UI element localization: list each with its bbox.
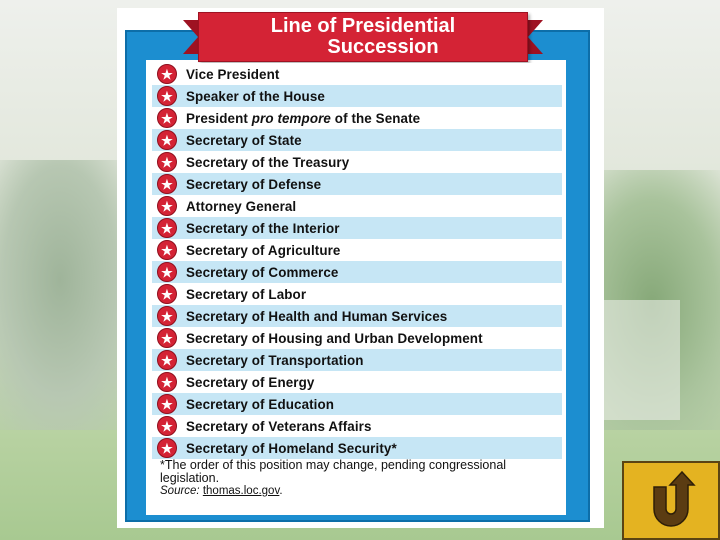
office-label: Secretary of Veterans Affairs <box>186 418 372 434</box>
banner-fold-left <box>183 20 198 54</box>
star-icon: ★ <box>157 196 177 216</box>
star-icon: ★ <box>157 438 177 458</box>
u-turn-back-arrow-icon <box>640 469 702 533</box>
office-label: Secretary of the Interior <box>186 220 340 236</box>
star-icon: ★ <box>157 284 177 304</box>
office-label: Secretary of Education <box>186 396 335 412</box>
list-item <box>152 63 562 85</box>
star-icon: ★ <box>157 152 177 172</box>
office-label: Secretary of Commerce <box>186 264 339 280</box>
list-item <box>152 173 562 195</box>
list-item <box>152 107 562 129</box>
star-icon: ★ <box>157 372 177 392</box>
office-label: Secretary of the Treasury <box>186 154 350 170</box>
title-banner <box>198 12 528 62</box>
office-label: Secretary of Labor <box>186 286 307 302</box>
office-label: Secretary of Homeland Security* <box>186 440 397 456</box>
star-icon: ★ <box>157 64 177 84</box>
star-icon: ★ <box>157 174 177 194</box>
source-label: Source: <box>160 485 200 497</box>
star-icon: ★ <box>157 306 177 326</box>
office-label: Vice President <box>186 66 280 82</box>
office-label: Secretary of Transportation <box>186 352 364 368</box>
list-item <box>152 327 562 349</box>
list-item <box>152 129 562 151</box>
star-icon: ★ <box>157 262 177 282</box>
office-label: Secretary of Health and Human Services <box>186 308 448 324</box>
title-line-1: Line of Presidential <box>270 15 456 37</box>
list-item <box>152 151 562 173</box>
source-link[interactable]: thomas.loc.gov <box>202 485 280 497</box>
list-item <box>152 217 562 239</box>
star-icon: ★ <box>157 416 177 436</box>
office-label: Secretary of Housing and Urban Development <box>186 330 483 346</box>
star-icon: ★ <box>157 394 177 414</box>
star-icon: ★ <box>157 218 177 238</box>
title-line-2: Succession <box>327 36 439 58</box>
star-icon: ★ <box>157 350 177 370</box>
list-item <box>152 283 562 305</box>
list-item <box>152 437 562 459</box>
list-item <box>152 261 562 283</box>
office-label: Secretary of Defense <box>186 176 322 192</box>
office-label: Secretary of Agriculture <box>186 242 341 258</box>
office-label: Secretary of State <box>186 132 302 148</box>
office-label: President pro tempore of the Senate <box>186 110 421 126</box>
source-line <box>160 485 283 497</box>
star-icon: ★ <box>157 130 177 150</box>
succession-list <box>152 63 562 459</box>
list-item <box>152 349 562 371</box>
list-item <box>152 85 562 107</box>
star-icon: ★ <box>157 328 177 348</box>
office-label: Secretary of Energy <box>186 374 315 390</box>
list-item <box>152 195 562 217</box>
source-end: . <box>279 485 283 497</box>
list-item <box>152 239 562 261</box>
office-label: Attorney General <box>186 198 297 214</box>
back-button[interactable] <box>622 461 720 540</box>
footnote: *The order of this position may change, pending congressional legislation. <box>160 458 507 485</box>
list-item <box>152 393 562 415</box>
star-icon: ★ <box>157 86 177 106</box>
star-icon: ★ <box>157 108 177 128</box>
list-item <box>152 415 562 437</box>
banner-fold-right <box>528 20 543 54</box>
list-item <box>152 371 562 393</box>
list-item <box>152 305 562 327</box>
office-label: Speaker of the House <box>186 88 325 104</box>
star-icon: ★ <box>157 240 177 260</box>
